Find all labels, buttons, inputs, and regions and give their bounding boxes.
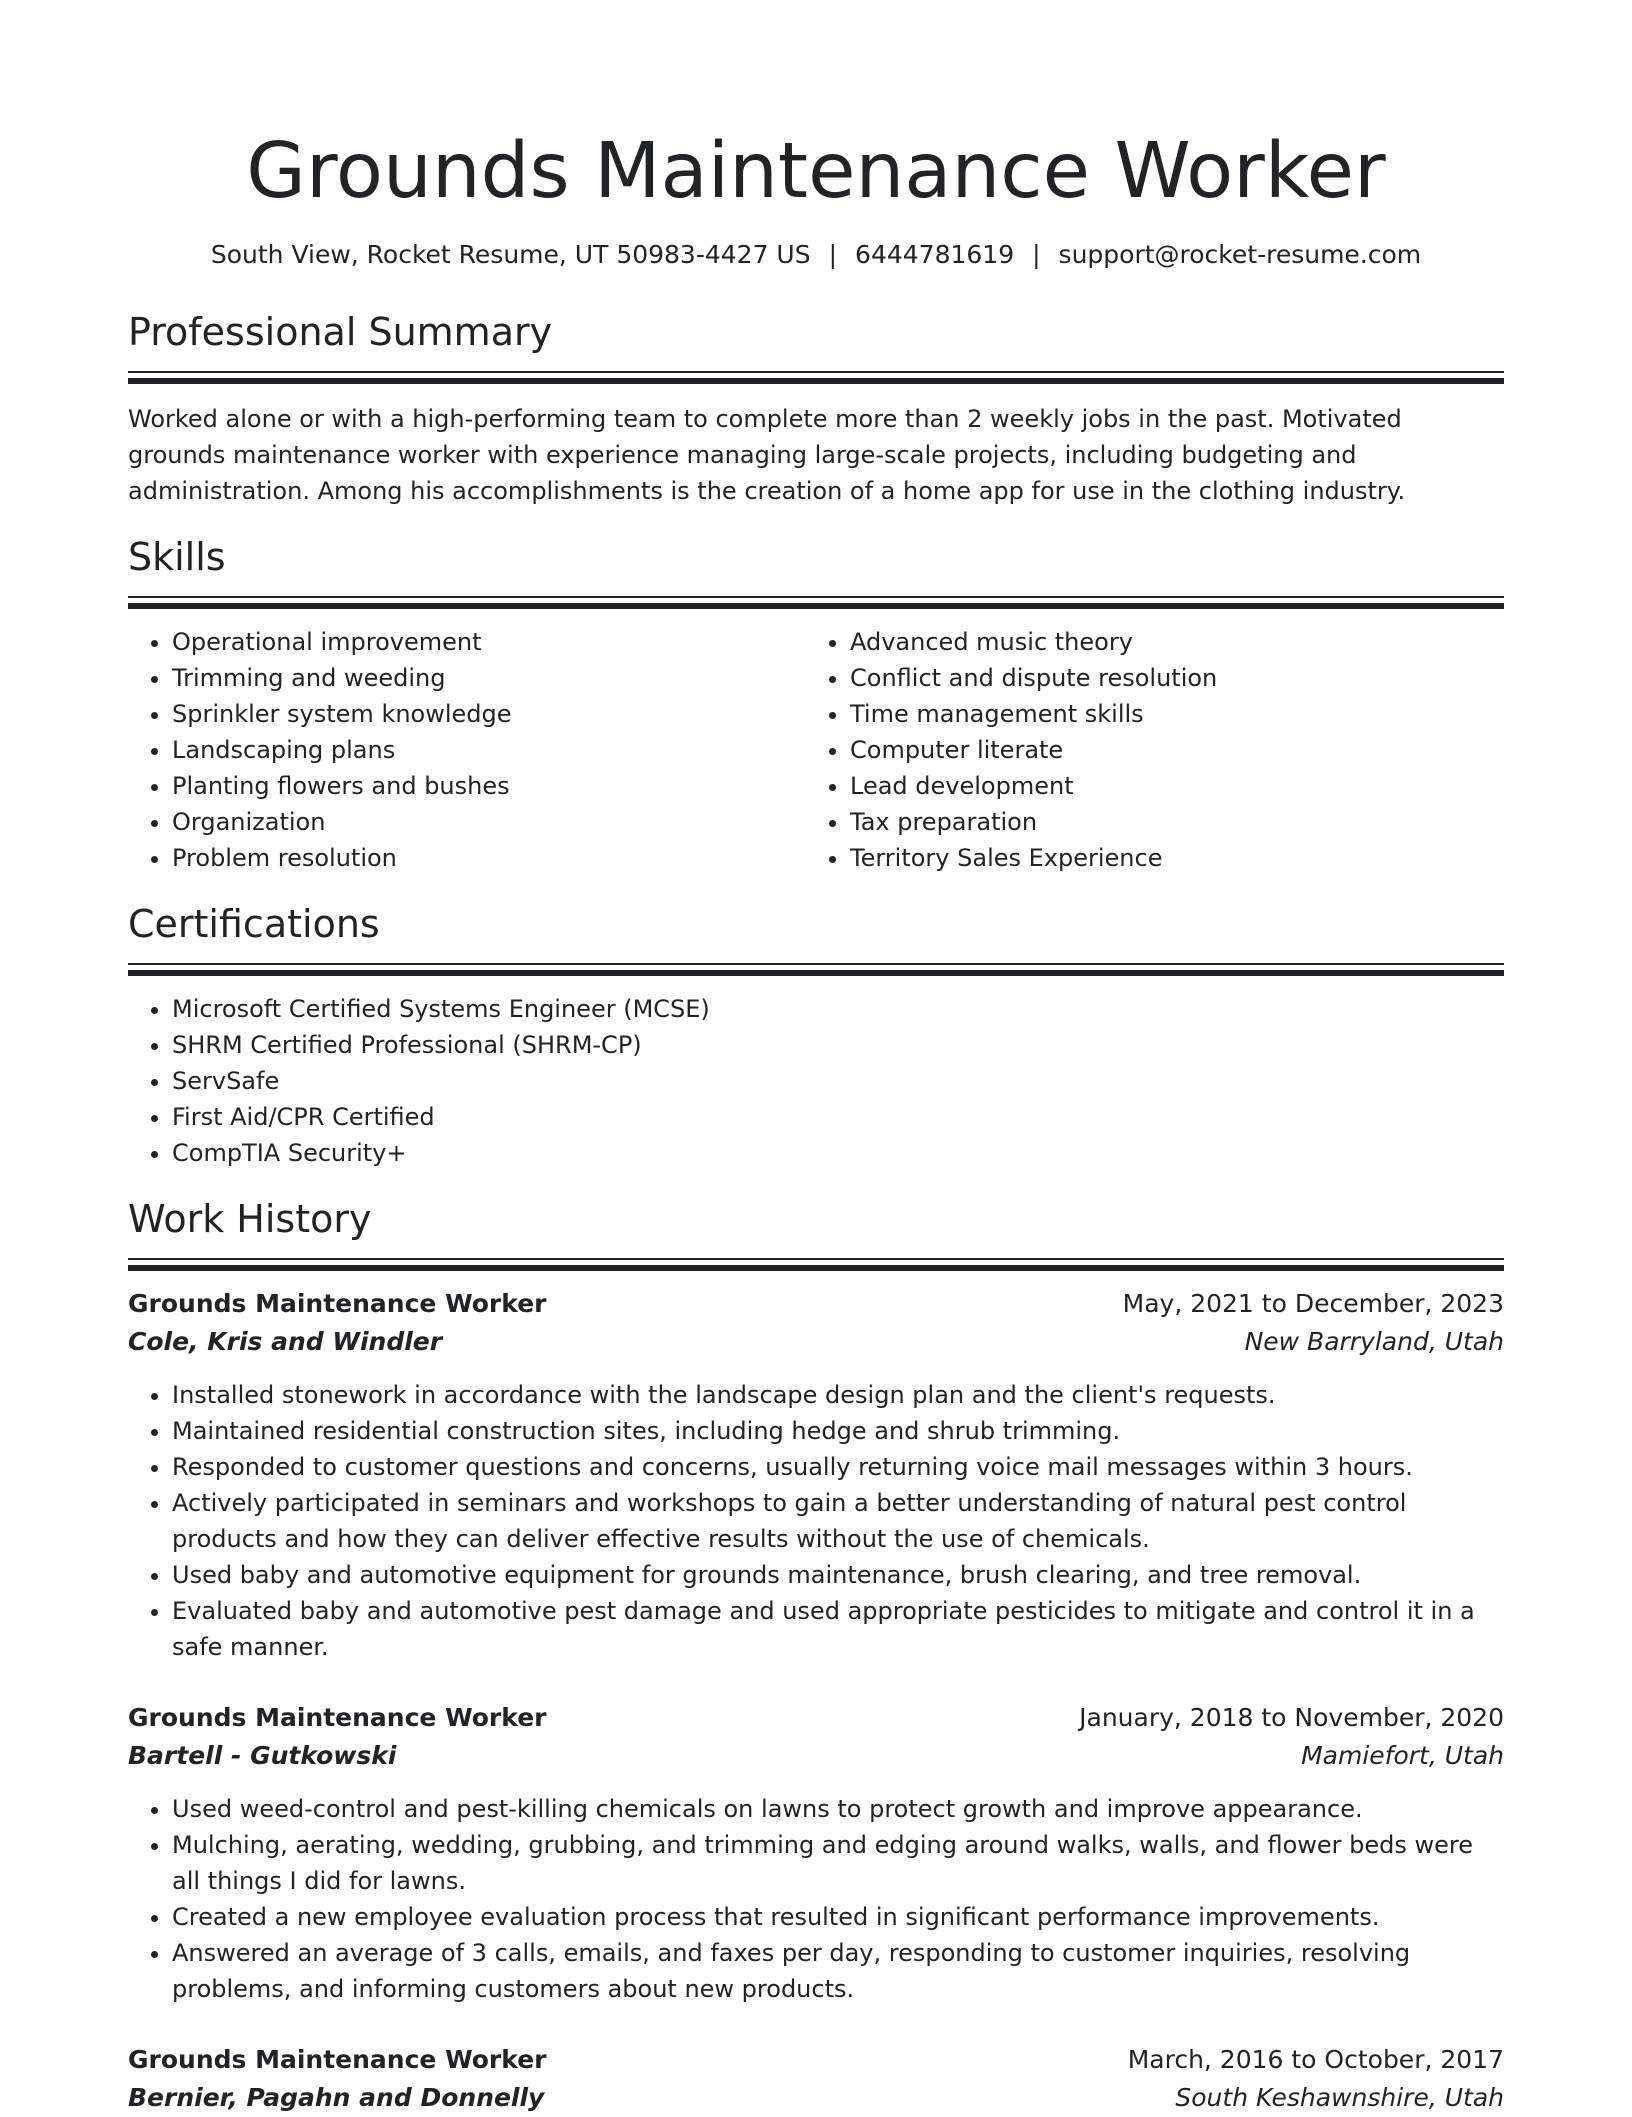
contact-line (128, 238, 1504, 272)
skill-item: • Computer literate (850, 732, 1484, 768)
job-bullets (128, 1791, 1504, 2007)
skills-list-right (806, 624, 1484, 876)
certifications-list (128, 991, 1504, 1171)
certification-item: • Microsoft Certified Systems Engineer (MCSE) (172, 991, 1504, 1027)
job-entry (128, 2041, 1504, 2117)
skills-grid (128, 624, 1504, 876)
job-subheader (128, 1323, 1504, 1361)
certification-item: • ServSafe (172, 1063, 1504, 1099)
skill-item: • Tax preparation (850, 804, 1484, 840)
job-header (128, 2041, 1504, 2079)
job-bullet: • Answered an average of 3 calls, emails, and faxes per day, responding to customer inquiries, resolving problems, and informing customers about new products. (172, 1935, 1504, 2007)
skill-item: • Problem resolution (172, 840, 806, 876)
job-company: Cole, Kris and Windler (128, 1327, 443, 1356)
contact-separator: | (828, 240, 838, 269)
job-bullet: • Mulching, aerating, wedding, grubbing, and trimming and edging around walks, walls, and flower beds were all things I did for lawns. (172, 1827, 1504, 1899)
job-bullets (128, 1377, 1504, 1665)
contact-separator: | (1032, 240, 1041, 269)
job-bullet: • Installed stonework in accordance with the landscape design plan and the client's requests. (172, 1377, 1504, 1413)
job-title: Grounds Maintenance Worker (128, 1703, 547, 1732)
job-company: Bernier, Pagahn and Donnelly (128, 2083, 545, 2112)
section-title-certifications: Certifications (128, 902, 380, 946)
section-title-skills: Skills (128, 535, 226, 579)
job-entry (128, 1285, 1504, 1665)
job-title: Grounds Maintenance Worker (128, 1289, 547, 1318)
certifications-section (128, 899, 1504, 1171)
work-section (128, 1194, 1504, 2117)
resume-name: Grounds Maintenance Worker (246, 127, 1386, 216)
job-location: Mamiefort, Utah (1301, 1741, 1504, 1770)
job-header (128, 1285, 1504, 1323)
skill-item: • Conflict and dispute resolution (850, 660, 1484, 696)
section-divider (128, 371, 1504, 384)
contact-email: support@rocket-resume.com (1058, 240, 1422, 269)
skill-item: • Territory Sales Experience (850, 840, 1484, 876)
certification-item: • SHRM Certified Professional (SHRM-CP) (172, 1027, 1504, 1063)
skills-list-left (128, 624, 806, 876)
skill-item: • Operational improvement (172, 624, 806, 660)
job-bullet: • Used weed-control and pest-killing chemicals on lawns to protect growth and improve appearance. (172, 1791, 1504, 1827)
job-bullet: • Responded to customer questions and concerns, usually returning voice mail messages within 3 hours. (172, 1449, 1504, 1485)
job-company: Bartell - Gutkowski (128, 1741, 397, 1770)
section-divider (128, 1258, 1504, 1271)
job-title: Grounds Maintenance Worker (128, 2045, 547, 2074)
job-dates: January, 2018 to November, 2020 (1079, 1703, 1504, 1732)
section-divider (128, 963, 1504, 976)
job-dates: March, 2016 to October, 2017 (1127, 2045, 1504, 2074)
section-title-work: Work History (128, 1197, 372, 1241)
contact-address: South View, Rocket Resume, UT 50983-4427 US (210, 240, 811, 269)
skill-item: • Advanced music theory (850, 624, 1484, 660)
job-header (128, 1699, 1504, 1737)
job-bullet: • Actively participated in seminars and workshops to gain a better understanding of natural pest control products and how they can deliver effective results without the use of chemicals. (172, 1485, 1504, 1557)
skill-item: • Trimming and weeding (172, 660, 806, 696)
resume-page (128, 0, 1504, 2117)
job-bullet: • Maintained residential construction sites, including hedge and shrub trimming. (172, 1413, 1504, 1449)
summary-section (128, 307, 1504, 509)
job-subheader (128, 2079, 1504, 2117)
skill-item: • Sprinkler system knowledge (172, 696, 806, 732)
job-entry (128, 1699, 1504, 2007)
job-bullet: • Used baby and automotive equipment for grounds maintenance, brush clearing, and tree removal. (172, 1557, 1504, 1593)
job-bullet: • Created a new employee evaluation process that resulted in significant performance improvements. (172, 1899, 1504, 1935)
skill-item: • Organization (172, 804, 806, 840)
job-location: New Barryland, Utah (1244, 1327, 1504, 1356)
job-location: South Keshawnshire, Utah (1175, 2083, 1504, 2112)
job-bullet: • Evaluated baby and automotive pest damage and used appropriate pesticides to mitigate and control it in a safe manner. (172, 1593, 1504, 1665)
summary-text: Worked alone or with a high-performing team to complete more than 2 weekly jobs in the past. Motivated grounds maintenance worker with experience managing large-scale projects, including budgeting and administration. Among his accomplishments is the creation of a home app for use in the clothing industry. (128, 405, 1406, 505)
skill-item: • Landscaping plans (172, 732, 806, 768)
skill-item: • Planting flowers and bushes (172, 768, 806, 804)
job-subheader (128, 1737, 1504, 1775)
skill-item: • Lead development (850, 768, 1484, 804)
skill-item: • Time management skills (850, 696, 1484, 732)
section-divider (128, 596, 1504, 609)
certification-item: • CompTIA Security+ (172, 1135, 1504, 1171)
section-title-summary: Professional Summary (128, 310, 553, 354)
contact-phone: 6444781619 (855, 240, 1015, 269)
job-dates: May, 2021 to December, 2023 (1122, 1289, 1504, 1318)
skills-section (128, 532, 1504, 876)
certification-item: • First Aid/CPR Certified (172, 1099, 1504, 1135)
